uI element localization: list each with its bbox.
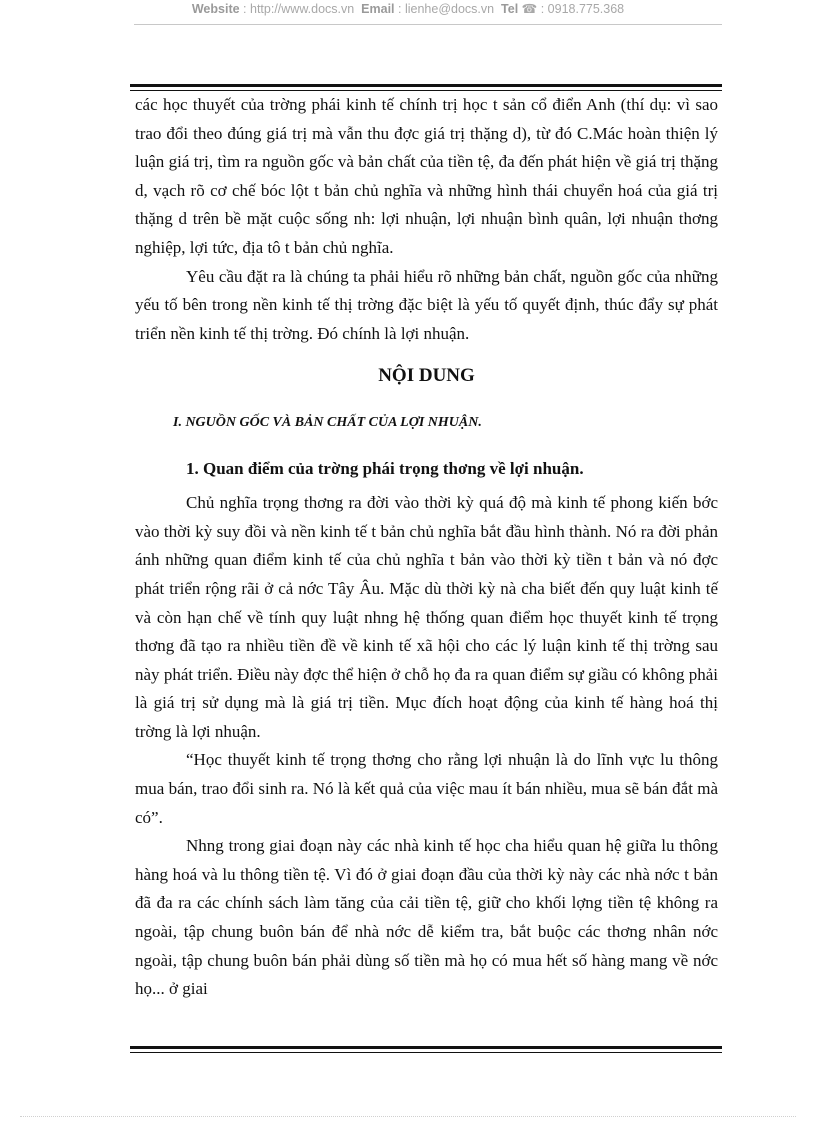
subsection-heading: 1. Quan điểm của trờng phái trọng thơng về lợi nhuận. bbox=[186, 458, 584, 478]
content-heading: NỘI DUNG bbox=[378, 365, 475, 387]
email-value[interactable]: : lienhe@docs.vn bbox=[398, 2, 495, 16]
section-heading: I. NGUỒN GỐC VÀ BẢN CHẤT CỦA LỢI NHUẬN. bbox=[173, 414, 482, 430]
paragraph-1: các học thuyết của trờng phái kinh tế chính trị học t sản cổ điển Anh (thí dụ: vì sao trao đổi theo đúng giá trị mà vẫn thu đợc giá trị thặng d), từ đó C.Mác hoàn thiện lý luận giá trị, tìm ra nguồn gốc và bản chất của tiền tệ, đa đến phát hiện về giá trị thặng d, vạch rõ cơ chế bóc lột t bản chủ nghĩa và những hình thái chuyển hoá của giá trị thặng d trên bề mặt cuộc sống nh: lợi nhuận, lợi nhuận bình quân, lợi nhuận thơng nghiệp, lợi tức, địa tô t bản chủ nghĩa. bbox=[135, 95, 718, 257]
paragraph-4: “Học thuyết kinh tế trọng thơng cho rằng lợi nhuận là do lĩnh vực lu thông mua bán, trao đổi sinh ra. Nó là kết quả của việc mau ít bán nhiều, mua sẽ bán đắt mà có”. bbox=[135, 750, 718, 827]
tel-value: ☎ : 0918.775.368 bbox=[521, 2, 625, 16]
paragraph-5: Nhng trong giai đoạn này các nhà kinh tế học cha hiểu quan hệ giữa lu thông hàng hoá và lu thông tiền tệ. Vì đó ở giai đoạn đầu của thời kỳ này các nhà nớc t bản đã đa ra các chính sách làm tăng của cải tiền tệ, giữ cho khối lợng tiền tệ không ra ngoài, tập chung buôn bán để nhà nớc dễ kiểm tra, bắt buộc các thơng nhân nớc ngoài, tập chung buôn bán phải dùng số tiền mà họ có mua hết số hàng mang về nớc họ... ở giai bbox=[135, 836, 718, 999]
top-double-rule bbox=[130, 84, 722, 91]
document-body bbox=[135, 91, 718, 1004]
paragraph-2: Yêu cầu đặt ra là chúng ta phải hiểu rõ những bản chất, nguồn gốc của những yếu tố bên trong nền kinh tế thị trờng đặc biệt là yếu tố quyết định, thúc đẩy sự phát triển nền kinh tế thị trờng. Đó chính là lợi nhuận. bbox=[135, 266, 718, 343]
bottom-double-rule bbox=[130, 1046, 722, 1053]
website-label: Website bbox=[191, 2, 240, 16]
tel-label: Tel bbox=[501, 2, 519, 16]
header-divider bbox=[134, 24, 722, 25]
paragraph-3: Chủ nghĩa trọng thơng ra đời vào thời kỳ quá độ mà kinh tế phong kiến bớc vào thời kỳ suy đồi và nền kinh tế t bản chủ nghĩa bắt đầu hình thành. Nó ra đời phản ánh những quan điểm kinh tế của chủ nghĩa t bản vào thời kỳ tiền t bản và nó đợc phát triển rộng rãi ở cả nớc Tây Âu. Mặc dù thời kỳ nà cha biết đến quy luật kinh tế và còn hạn chế về tính quy luật nhng hệ thống quan điểm học thuyết kinh tế trọng thơng đã tạo ra nhiều tiền đề về kinh tế xã hội cho các lý luận kinh tế thị trờng sau này phát triển. Điều này đợc thể hiện ở chỗ họ đa ra quan điểm sự giầu có không phải là giá trị sử dụng mà là giá trị tiền. Mục đích hoạt động của kinh tế hàng hoá thị trờng là lợi nhuận. bbox=[135, 493, 718, 741]
email-label: Email bbox=[361, 2, 395, 16]
footer-dotted-line bbox=[20, 1116, 796, 1117]
website-value[interactable]: : http://www.docs.vn bbox=[243, 2, 355, 16]
page-header bbox=[0, 0, 816, 22]
